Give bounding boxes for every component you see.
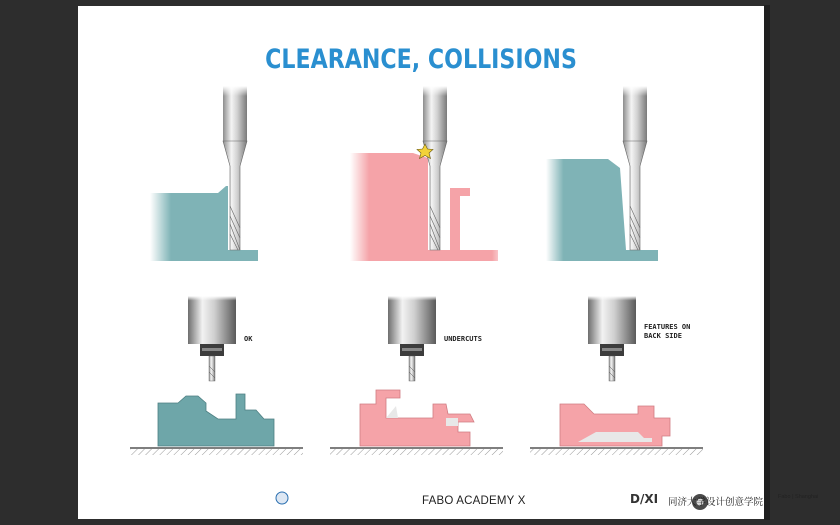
slide-illustrations	[78, 6, 764, 519]
fabo-academy-logo: FABO ACADEMY X	[422, 495, 526, 507]
bottom-panel-1	[130, 296, 303, 455]
viewer-scrollbar[interactable]	[764, 5, 770, 520]
slide-title: CLEARANCE, COLLISIONS	[265, 44, 577, 75]
dxi-logo: D/XI	[630, 492, 659, 506]
slide-page	[78, 6, 819, 519]
tongji-college-name: 同济大学设计创意学院	[668, 497, 764, 508]
top-panel-3	[546, 86, 688, 266]
bottom-panel-2	[330, 296, 503, 455]
bottom-panel-3	[530, 296, 703, 455]
bottom1-part	[158, 394, 274, 446]
top-panel-2	[350, 86, 508, 266]
label-undercuts: UNDERCUTS	[444, 335, 482, 343]
top-panel-1	[150, 86, 292, 266]
fabo-shanghai-logo: Fabo | Shanghai	[778, 494, 819, 500]
label-ok: OK	[244, 335, 253, 343]
tongji-seal-icon	[276, 492, 288, 504]
label-features-back-side: FEATURES ON BACK SIDE	[644, 323, 691, 340]
slide-footer	[418, 486, 819, 516]
